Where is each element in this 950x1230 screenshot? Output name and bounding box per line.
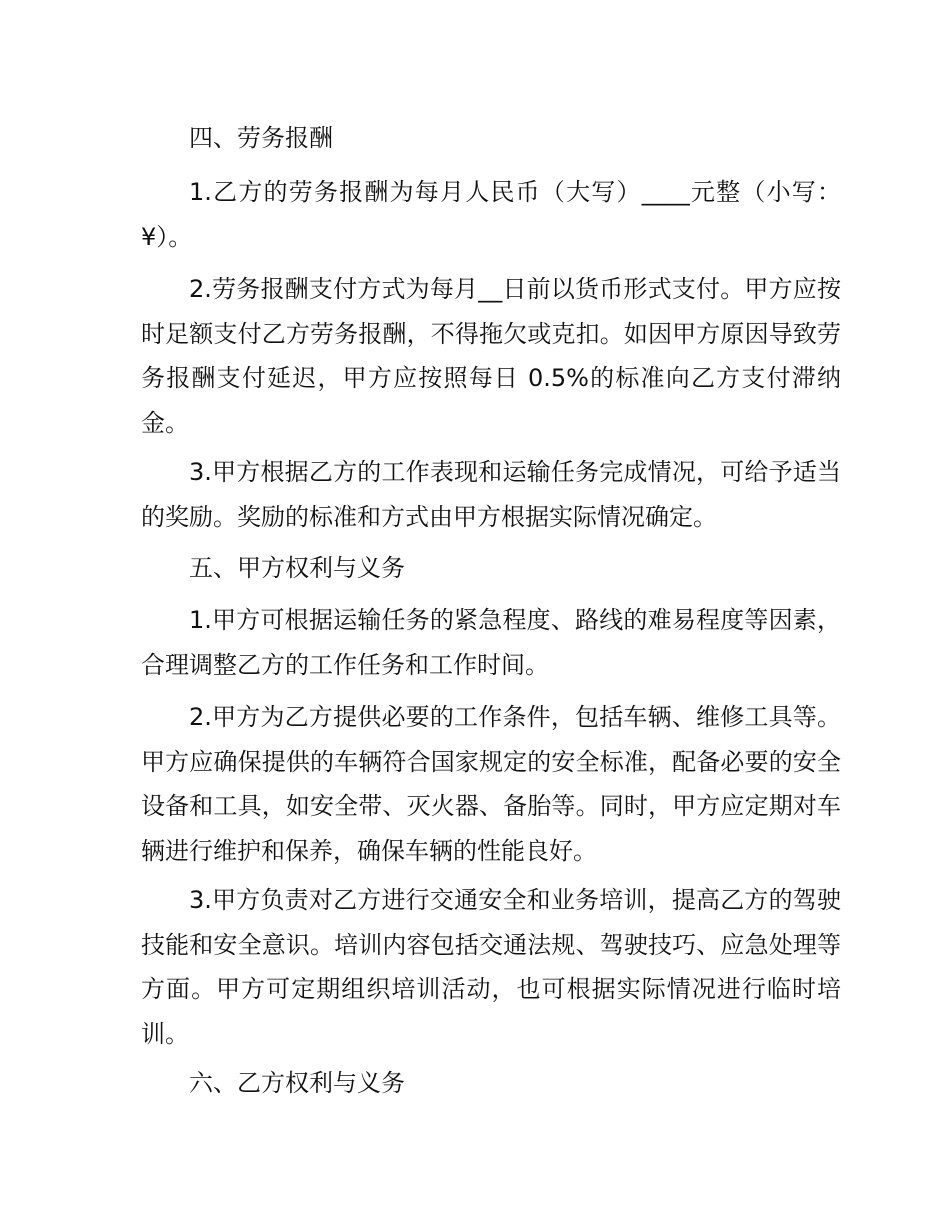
section-heading-party-b: 六、乙方权利与义务	[189, 1069, 405, 1097]
clause-rewards: 3.甲方根据乙方的工作表现和运输任务完成情况，可给予适当的奖励。奖励的标准和方式由甲方根据实际情况确定。	[141, 458, 841, 531]
clause-party-a-adjust-tasks: 1.甲方可根据运输任务的紧急程度、路线的难易程度等因素，合理调整乙方的工作任务和工作时间。	[141, 606, 841, 679]
clause-party-a-training: 3.甲方负责对乙方进行交通安全和业务培训，提高乙方的驾驶技能和安全意识。培训内容包括交通法规、驾驶技巧、应急处理等方面。甲方可定期组织培训活动，也可根据实际情况进行临时培训。	[141, 886, 841, 1048]
section-heading-party-a: 五、甲方权利与义务	[189, 554, 405, 582]
clause-party-a-working-conditions: 2.甲方为乙方提供必要的工作条件，包括车辆、维修工具等。甲方应确保提供的车辆符合国家规定的安全标准，配备必要的安全设备和工具，如安全带、灭火器、备胎等。同时，甲方应定期对车辆进行维护和保养，确保车辆的性能良好。	[141, 703, 841, 865]
section-heading-remuneration: 四、劳务报酬	[189, 124, 333, 152]
clause-remuneration-amount: 1.乙方的劳务报酬为每月人民币（大写）____元整（小写：¥）。	[141, 178, 841, 251]
clause-payment-method: 2.劳务报酬支付方式为每月__日前以货币形式支付。甲方应按时足额支付乙方劳务报酬，不得拖欠或克扣。如因甲方原因导致劳务报酬支付延迟，甲方应按照每日 0.5%的标准向乙方支付滞纳金。	[141, 275, 841, 437]
